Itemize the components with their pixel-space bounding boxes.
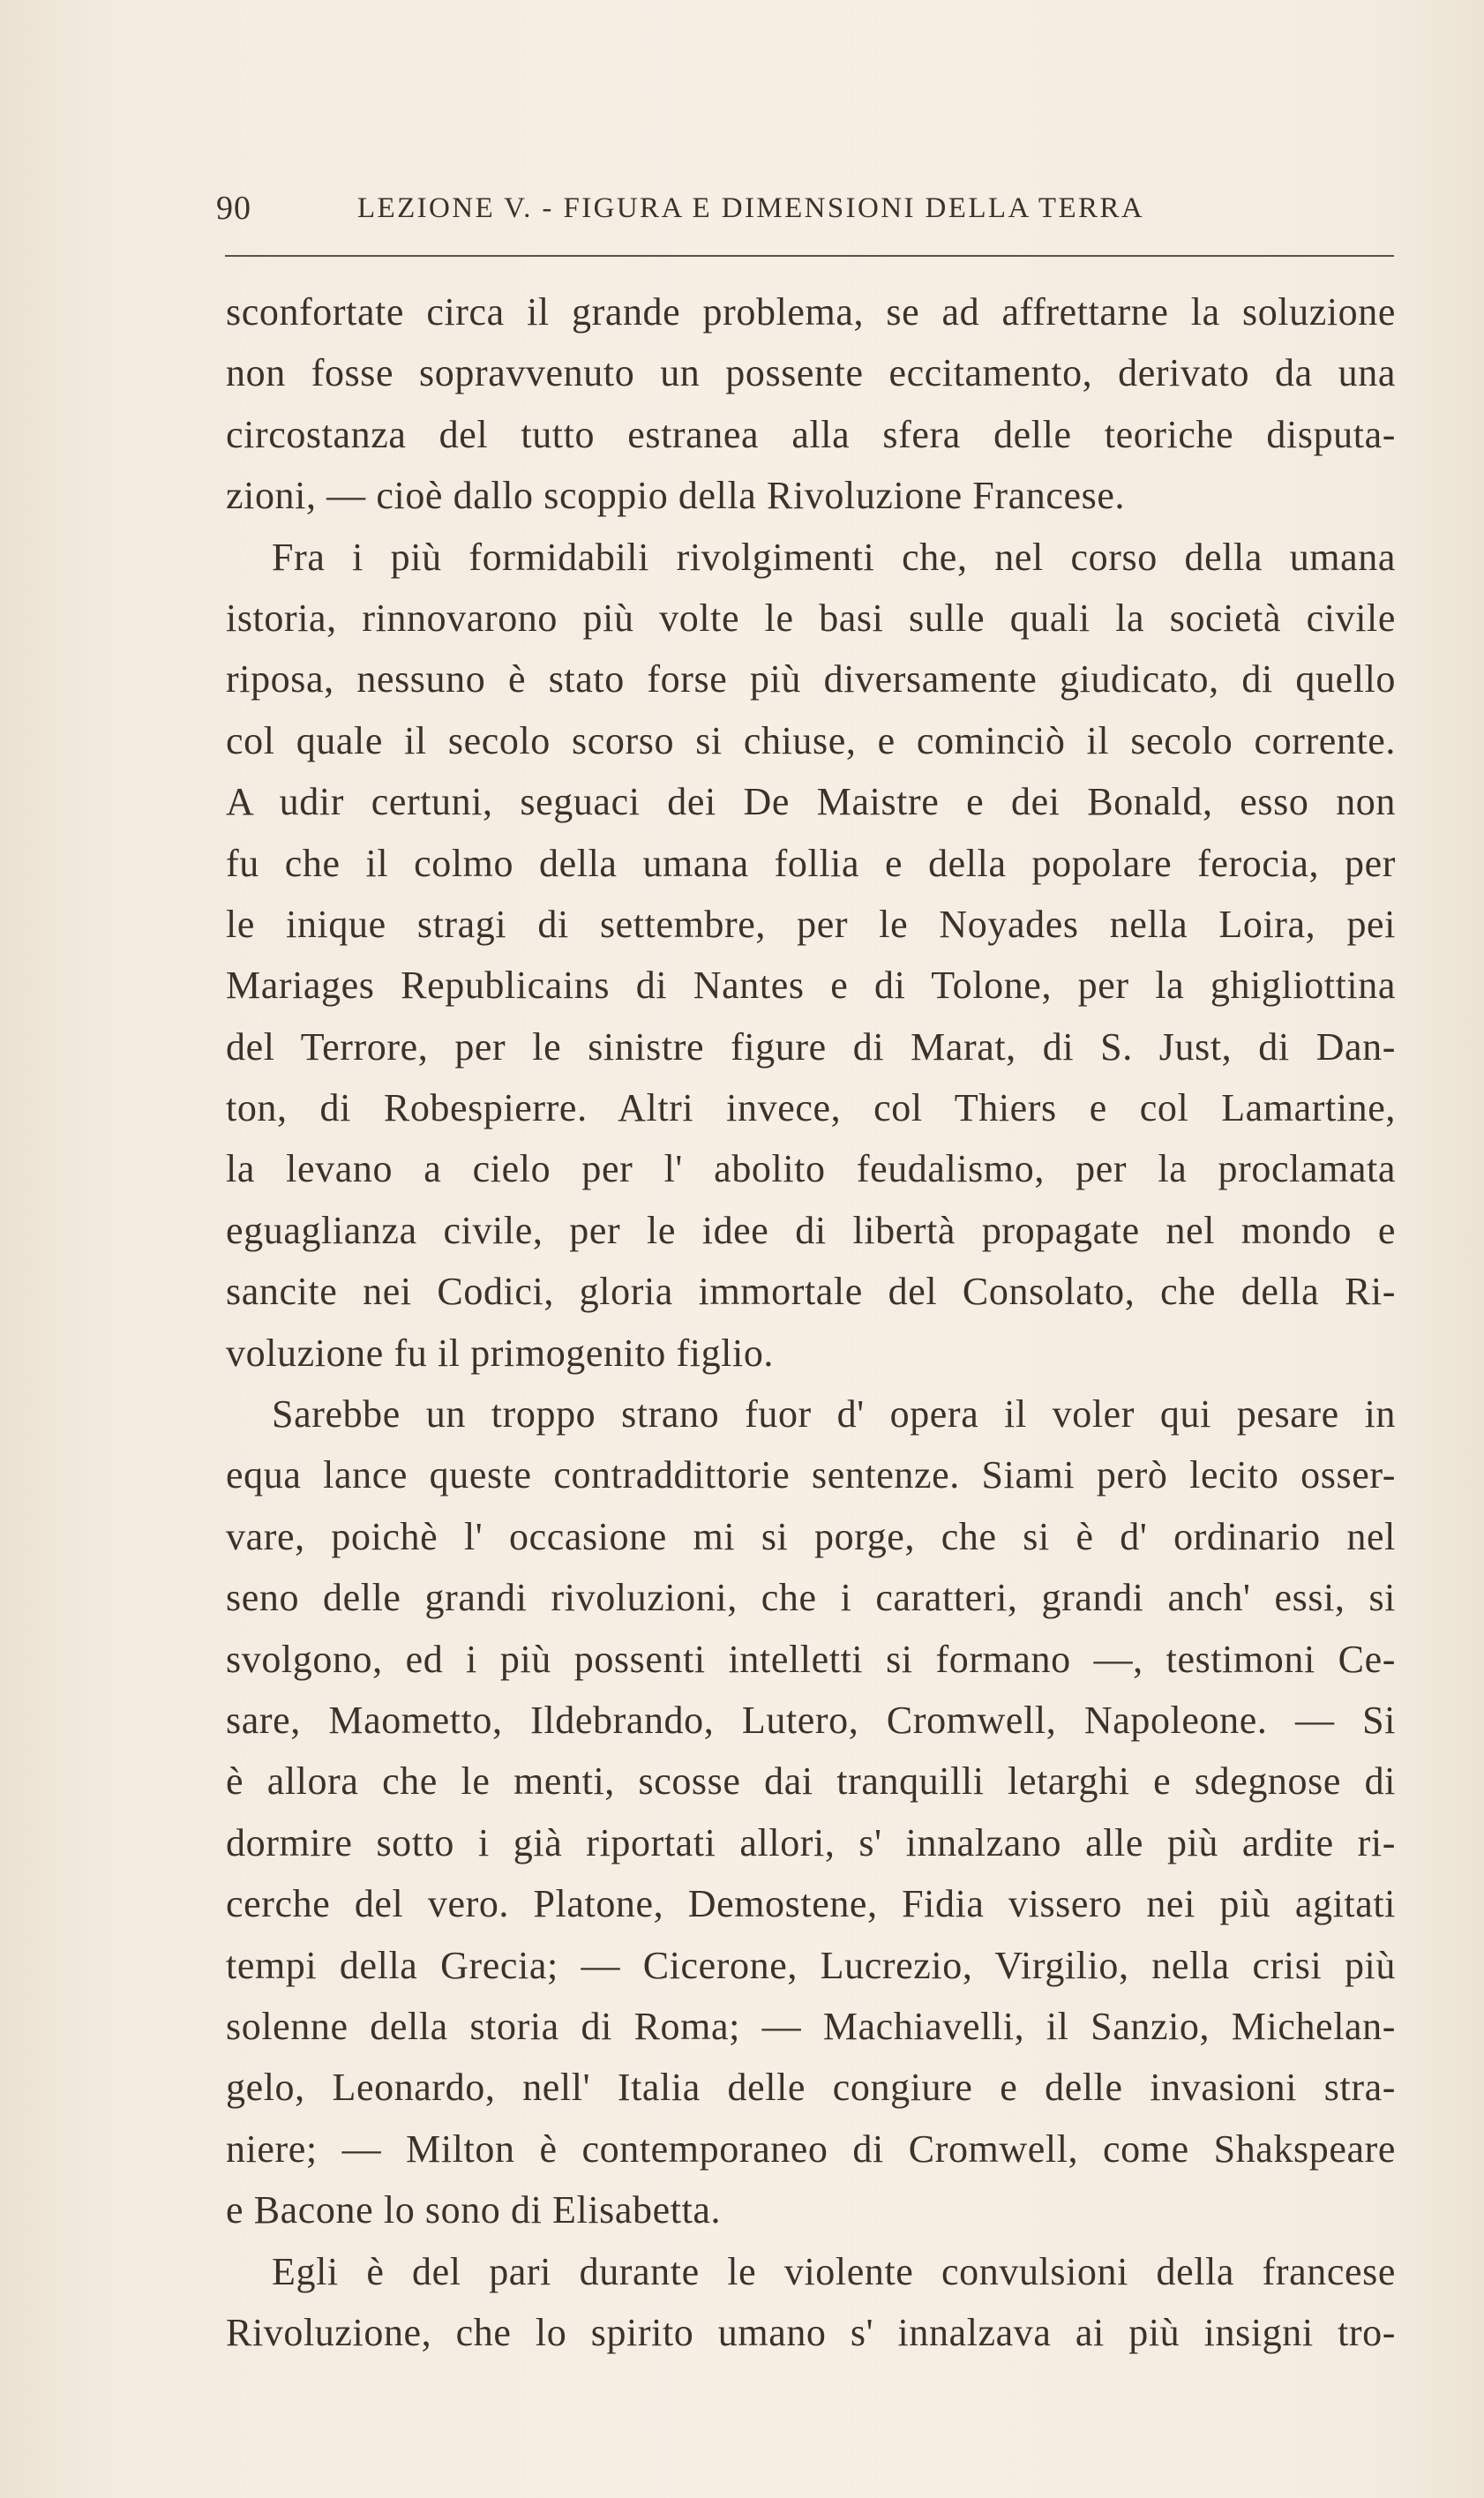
running-title: LEZIONE V. - FIGURA E DIMENSIONI DELLA TERRA xyxy=(357,192,1145,224)
text-line: svolgono, ed i più possenti intelletti si formano —, testimoni Ce- xyxy=(226,1637,1396,1681)
text-line: ton, di Robespierre. Altri invece, col Thiers e col Lamartine, xyxy=(226,1086,1396,1130)
text-line: solenne della storia di Roma; — Machiavelli, il Sanzio, Michelan- xyxy=(226,2004,1396,2048)
text-line: zioni, — cioè dallo scoppio della Rivoluzione Francese. xyxy=(226,474,1126,518)
text-line: Egli è del pari durante le violente convulsioni della francese xyxy=(272,2249,1396,2293)
text-line: è allora che le menti, scosse dai tranquilli letarghi e sdegnose di xyxy=(226,1759,1396,1804)
text-line: non fosse sopravvenuto un possente eccitamento, derivato da una xyxy=(226,351,1396,395)
text-line: dormire sotto i già riportati allori, s' innalzano alle più ardite ri- xyxy=(226,1820,1396,1864)
text-line: riposa, nessuno è stato forse più diversamente giudicato, di quello xyxy=(226,657,1396,701)
text-line: seno delle grandi rivoluzioni, che i caratteri, grandi anch' essi, si xyxy=(226,1576,1396,1620)
text-line: cerche del vero. Platone, Demostene, Fidia vissero nei più agitati xyxy=(226,1882,1396,1926)
page-number: 90 xyxy=(216,190,251,227)
text-line: col quale il secolo scorso si chiuse, e cominciò il secolo corrente. xyxy=(226,718,1396,762)
header-rule xyxy=(225,255,1394,257)
body-text xyxy=(226,281,1396,2363)
text-line: eguaglianza civile, per le idee di libertà propagate nel mondo e xyxy=(226,1208,1396,1252)
text-line: Sarebbe un troppo strano fuor d' opera il voler qui pesare in xyxy=(272,1392,1396,1437)
text-line: equa lance queste contraddittorie sentenze. Siami però lecito osser- xyxy=(226,1453,1396,1497)
text-line: Mariages Republicains di Nantes e di Tolone, per la ghigliottina xyxy=(226,964,1396,1008)
text-line: circostanza del tutto estranea alla sfera delle teoriche disputa- xyxy=(226,412,1396,456)
text-line: sare, Maometto, Ildebrando, Lutero, Cromwell, Napoleone. — Si xyxy=(226,1698,1396,1742)
text-line: gelo, Leonardo, nell' Italia delle congiure e delle invasioni stra- xyxy=(226,2066,1396,2110)
text-line: niere; — Milton è contemporaneo di Cromwell, come Shakspeare xyxy=(226,2127,1396,2171)
page-header xyxy=(216,184,1394,236)
text-line: sconfortate circa il grande problema, se ad affrettarne la soluzione xyxy=(226,290,1396,334)
text-line: del Terrore, per le sinistre figure di Marat, di S. Just, di Dan- xyxy=(226,1024,1396,1069)
text-line: A udir certuni, seguaci dei De Maistre e dei Bonald, esso non xyxy=(226,780,1396,824)
text-line: le inique stragi di settembre, per le Noyades nella Loira, pei xyxy=(226,902,1396,946)
text-line: sancite nei Codici, gloria immortale del Consolato, che della Ri- xyxy=(226,1270,1396,1314)
text-line: fu che il colmo della umana follia e della popolare ferocia, per xyxy=(226,841,1396,885)
text-line: Rivoluzione, che lo spirito umano s' innalzava ai più insigni tro- xyxy=(226,2310,1396,2354)
text-line: tempi della Grecia; — Cicerone, Lucrezio, Virgilio, nella crisi più xyxy=(226,1943,1396,1987)
text-line: vare, poichè l' occasione mi si porge, che si è d' ordinario nel xyxy=(226,1514,1396,1558)
text-line: istoria, rinnovarono più volte le basi sulle quali la società civile xyxy=(226,596,1396,640)
text-line: Fra i più formidabili rivolgimenti che, nel corso della umana xyxy=(272,535,1396,579)
text-line: voluzione fu il primogenito figlio. xyxy=(226,1331,775,1375)
text-line: la levano a cielo per l' abolito feudalismo, per la proclamata xyxy=(226,1147,1396,1191)
text-line: e Bacone lo sono di Elisabetta. xyxy=(226,2188,722,2232)
